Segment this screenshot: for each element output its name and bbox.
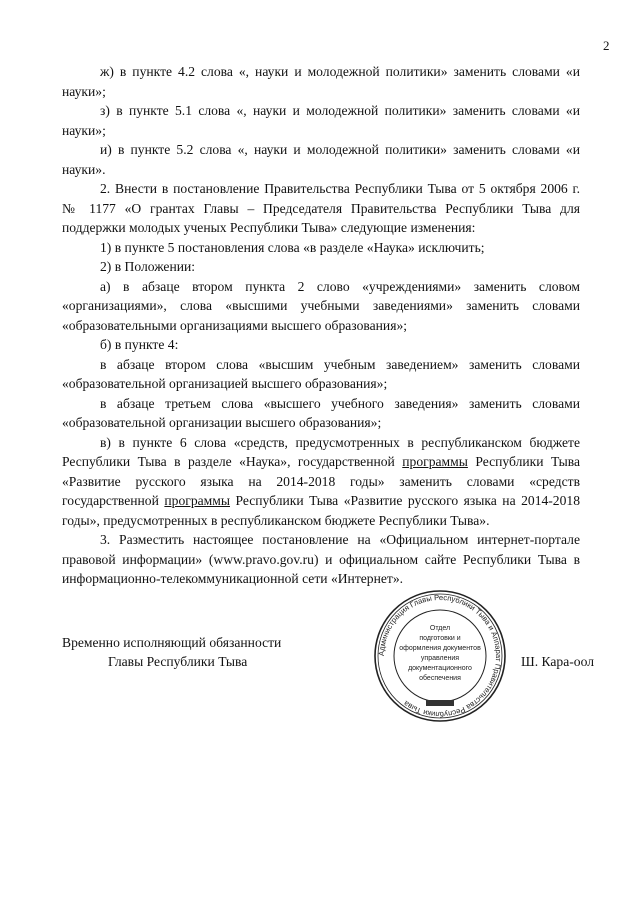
- signer-position-line2: Главы Республики Тыва: [108, 654, 248, 669]
- text-run: б) в пункте 4:: [100, 337, 179, 352]
- document-body: [62, 62, 580, 589]
- text-run: ж) в пункте 4.2 слова «, науки и молодежной политики» заменить словами «и науки»;: [62, 64, 580, 99]
- stamp-number-block: [426, 700, 454, 706]
- paragraph: [62, 179, 580, 238]
- stamp-center-line: оформления документов: [399, 645, 481, 652]
- signature-block: [62, 633, 594, 693]
- text-run: 1) в пункте 5 постановления слова «в разделе «Наука» исключить;: [100, 239, 485, 255]
- paragraph: [62, 257, 580, 277]
- text-run: в) в пункте 6 слова «средств, предусмотренных в республиканском бюджете Республики Тыва в разделе «Наука», государственной: [62, 434, 580, 469]
- text-run: а) в абзаце втором пункта 2 слово «учреждениями» заменить словом «организациями», слова «высшими учебными заведениями» заменить словами «образовательными организациями высшего образования»;: [62, 278, 580, 333]
- paragraph: [62, 140, 580, 179]
- text-run: в абзаце втором слова «высшим учебным заведением» заменить словами «образовательной организацией высшего образования»;: [62, 356, 580, 391]
- stamp-ring-text: Администрация Главы Республики Тыва и Аппарат Правительства Республики Тыва: [376, 592, 504, 720]
- text-run: 2) в Положении:: [100, 259, 196, 274]
- page-number: 2: [603, 38, 610, 53]
- text-run: и) в пункте 5.2 слова «, науки и молодежной политики» заменить словами «и науки».: [62, 142, 580, 177]
- stamp-center-line: управления: [420, 655, 460, 662]
- paragraph: [62, 101, 580, 140]
- text-run: з) в пункте 5.1 слова «, науки и молодежной политики» заменить словами «и науки»;: [62, 103, 580, 138]
- text-run: 2. Внести в постановление Правительства Республики Тыва от 5 октября 2006 г. № 1177 «О грантах Главы – Председателя Правительства Республики Тыва для поддержки молодых ученых Республики Тыва» следующие изменения:: [62, 181, 580, 235]
- paragraph: [62, 238, 580, 258]
- text-run: Республики Тыва «Развитие русского языка на 2014-2018 годы» заменить словами «средств государственной: [62, 454, 580, 508]
- paragraph: [62, 433, 580, 531]
- text-run: в абзаце третьем слова «высшего учебного заведения» заменить словами «образовательной организации высшего образования»;: [62, 395, 580, 430]
- paragraph: [62, 530, 580, 589]
- paragraph: [62, 62, 580, 101]
- signer-name: Ш. Кара-оол: [521, 654, 594, 669]
- stamp-center-line: подготовки и: [419, 635, 461, 642]
- underlined-text: программы: [402, 454, 468, 469]
- paragraph: [62, 335, 580, 355]
- underlined-text: программы: [164, 493, 230, 508]
- paragraph: [62, 355, 580, 394]
- stamp-center-line: документационного: [408, 665, 472, 672]
- signer-position-line1: Временно исполняющий обязанности: [62, 635, 282, 650]
- paragraph: [62, 394, 580, 433]
- stamp-center-line: Отдел: [429, 625, 451, 632]
- paragraph: [62, 277, 580, 336]
- stamp-center-line: обеспечения: [419, 675, 461, 682]
- text-run: Республики Тыва «Развитие русского языка на 2014-2018 годы», предусмотренных в республиканском бюджете Республики Тыва».: [62, 493, 580, 528]
- text-run: 3. Разместить настоящее постановление на «Официальном интернет-портале правовой информации» (www.pravo.gov.ru) и официальном сайте Республики Тыва в информационно-телекоммуникационной сети «Интернет».: [62, 532, 580, 586]
